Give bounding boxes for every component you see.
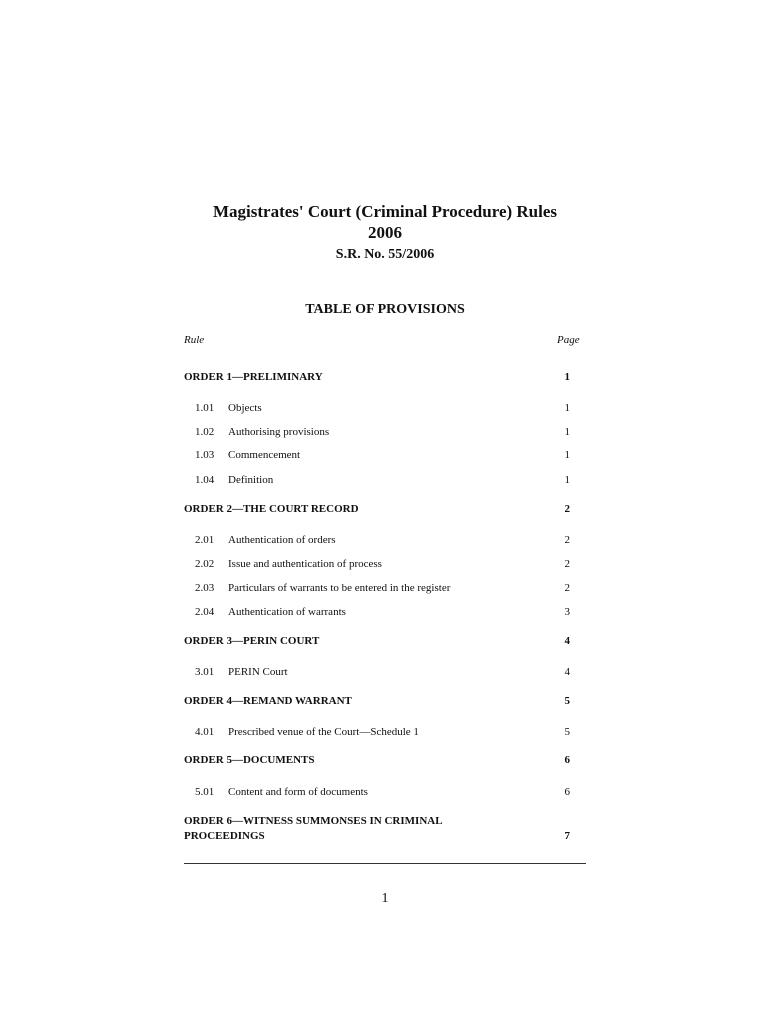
toc-rule-label: Issue and authentication of process — [228, 558, 382, 570]
toc-page-number: 5 — [564, 695, 570, 707]
document-title-year: 2006 — [368, 223, 402, 242]
toc-page-number: 6 — [564, 754, 570, 766]
toc-rule-label: Authorising provisions — [228, 426, 330, 438]
toc-order-label: ORDER 3—PERIN COURT — [184, 635, 320, 647]
toc-order-label-line-1: ORDER 6—WITNESS SUMMONSES IN CRIMINAL — [184, 815, 443, 827]
toc-rule-number: 2.03 — [195, 582, 215, 594]
page-number: 1 — [381, 891, 389, 906]
toc-page-number: 1 — [564, 426, 570, 438]
page-divider — [184, 863, 586, 864]
toc-rule-number: 3.01 — [195, 666, 215, 678]
toc-page-number: 1 — [564, 402, 570, 414]
toc-rule-label: Particulars of warrants to be entered in the register — [228, 582, 451, 594]
toc-page-number: 6 — [564, 786, 570, 798]
toc-order-label-line-2: PROCEEDINGS — [184, 830, 265, 842]
toc-rule-number: 4.01 — [195, 726, 215, 738]
toc-page-number: 1 — [564, 474, 570, 486]
toc-rule-number: 1.03 — [195, 449, 215, 461]
toc-rule-number: 1.02 — [195, 426, 215, 438]
toc-page-number: 2 — [564, 534, 570, 546]
column-header-page: Page — [557, 334, 580, 346]
toc-page-number: 2 — [564, 503, 570, 515]
toc-rule-label: PERIN Court — [228, 666, 288, 678]
toc-page-number: 4 — [564, 666, 570, 678]
toc-rule-number: 1.01 — [195, 402, 215, 414]
toc-rule-label: Content and form of documents — [228, 786, 368, 798]
toc-rule-label: Prescribed venue of the Court—Schedule 1 — [228, 726, 419, 738]
toc-rule-label: Commencement — [228, 449, 301, 461]
toc-order-label: ORDER 4—REMAND WARRANT — [184, 695, 352, 707]
toc-rule-label: Authentication of orders — [228, 534, 336, 546]
toc-page-number: 5 — [564, 726, 570, 738]
toc-page-number: 1 — [564, 371, 570, 383]
column-header-rule: Rule — [184, 334, 205, 346]
toc-page-number: 4 — [564, 635, 570, 647]
toc-rule-number: 1.04 — [195, 474, 215, 486]
toc-rule-number: 5.01 — [195, 786, 215, 798]
toc-rule-label: Authentication of warrants — [228, 606, 346, 618]
toc-order-label: ORDER 5—DOCUMENTS — [184, 754, 315, 766]
document-title: Magistrates' Court (Criminal Procedure) Rules — [212, 202, 558, 221]
toc-rule-label: Definition — [228, 474, 274, 486]
statutory-rule-number: S.R. No. 55/2006 — [335, 247, 435, 262]
toc-page-number: 3 — [564, 606, 570, 618]
toc-heading: TABLE OF PROVISIONS — [305, 302, 465, 317]
toc-order-label: ORDER 1—PRELIMINARY — [184, 371, 323, 383]
toc-page-number: 2 — [564, 558, 570, 570]
toc-rule-label: Objects — [228, 402, 262, 414]
toc-rule-number: 2.01 — [195, 534, 215, 546]
toc-order-label: ORDER 2—THE COURT RECORD — [184, 503, 359, 515]
toc-page-number: 2 — [564, 582, 570, 594]
toc-page-number: 7 — [564, 830, 570, 842]
toc-rule-number: 2.02 — [195, 558, 215, 570]
toc-rule-number: 2.04 — [195, 606, 215, 618]
toc-page-number: 1 — [564, 449, 570, 461]
